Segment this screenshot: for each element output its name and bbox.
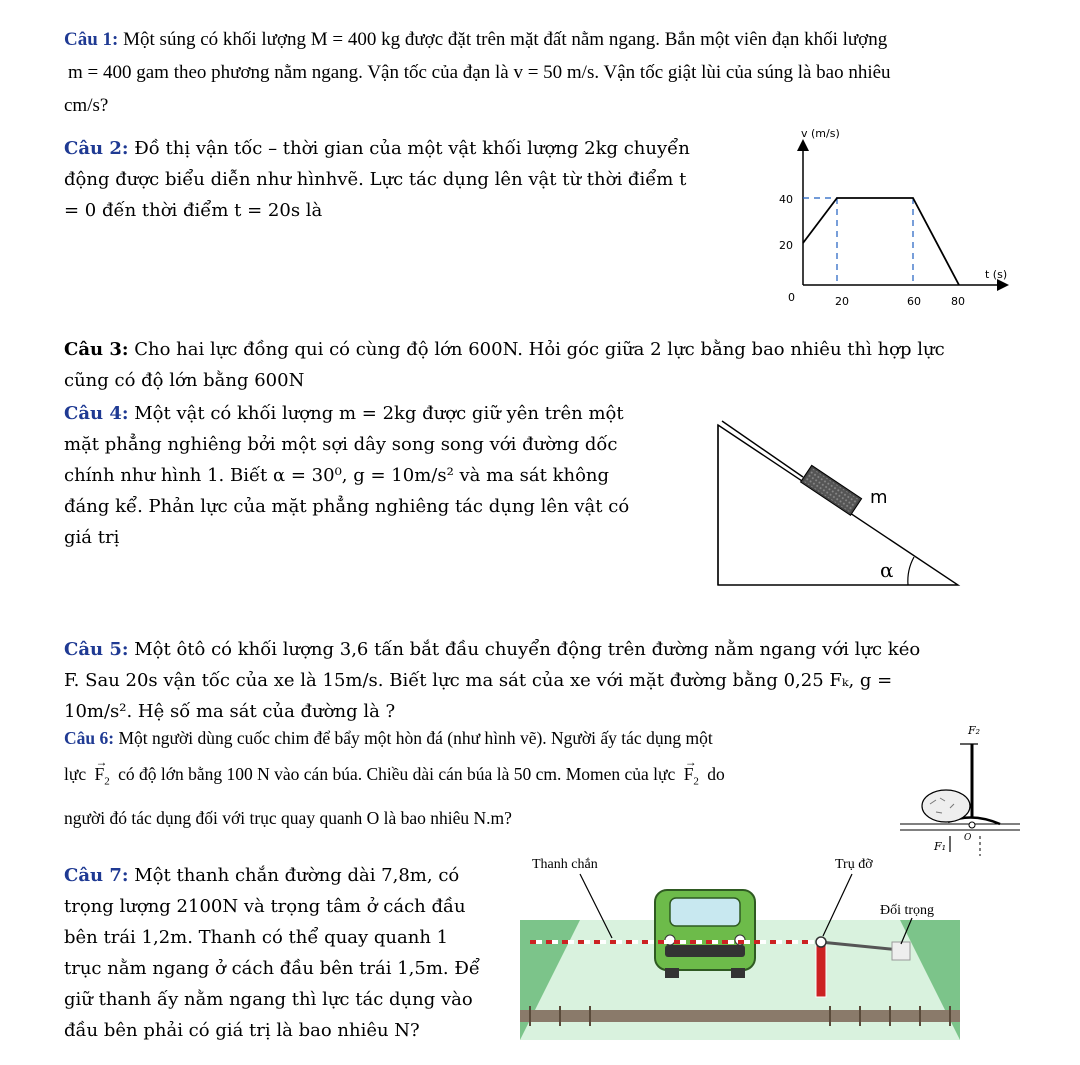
f1-fig-label: F₁: [934, 840, 947, 853]
q1-line-3: cm/s?: [64, 95, 109, 116]
pickaxe-figure: [900, 718, 1020, 858]
counterweight-label: Đối trọng: [880, 903, 935, 918]
f2-sub-2: 2: [693, 775, 699, 788]
q2-line-1: [64, 133, 764, 164]
question-6: [64, 720, 924, 836]
q3-line-2: cũng có độ lớn bằng 600N: [64, 370, 305, 391]
q6-line-3: người đó tác dụng đối với trục quay quanh O là bao nhiêu N.m?: [64, 807, 512, 828]
question-2: [64, 133, 764, 226]
q5-line-2: F. Sau 20s vận tốc của xe là 15m/s. Biết lực ma sát của xe với mặt đường bằng 0,25 Fₖ, g =: [64, 670, 893, 691]
vector-arrow-icon: →: [684, 755, 697, 769]
y-tick-40: 40: [779, 193, 793, 206]
q5-text-1: Một ôtô có khối lượng 3,6 tấn bắt đầu chuyển động trên đường nằm ngang với lực kéo: [134, 639, 921, 660]
question-7: [64, 860, 524, 1046]
q7-label: Câu 7:: [64, 865, 129, 886]
q6-text-1: Một người dùng cuốc chim để bẩy một hòn đá (như hình vẽ). Người ấy tác dụng một: [118, 728, 713, 748]
q4-text-1: Một vật có khối lượng m = 2kg được giữ yên trên một: [134, 403, 624, 424]
q1-label: Câu 1:: [64, 29, 119, 50]
q5-line-1: [64, 634, 1064, 665]
f2-sub: 2: [104, 775, 110, 788]
t-axis-label: t (s): [985, 268, 1008, 281]
velocity-curve: [803, 198, 959, 285]
q7-text-1: Một thanh chắn đường dài 7,8m, có: [134, 865, 460, 886]
vector-arrow-icon: →: [95, 755, 108, 769]
rail-track: [520, 1010, 960, 1022]
q4-line-4: đáng kể. Phản lực của mặt phẳng nghiêng tác dụng lên vật có: [64, 496, 630, 517]
q6-line-1: [64, 720, 924, 756]
q2-label: Câu 2:: [64, 138, 129, 159]
q1-text-1: Một súng có khối lượng M = 400 kg được đặt trên mặt đất nằm ngang. Bắn một viên đạn khối lượng: [123, 29, 888, 50]
o-label: O: [964, 833, 972, 843]
x-tick-20: 20: [835, 295, 849, 308]
f2-symbol: F: [94, 764, 105, 784]
q5-line-3: 10m/s². Hệ số ma sát của đường là ?: [64, 701, 396, 722]
q6-text-2a: lực: [64, 764, 87, 784]
angle-label: α: [880, 558, 894, 582]
q4-label: Câu 4:: [64, 403, 129, 424]
question-3: [64, 334, 1064, 396]
road-barrier-illustration: [520, 850, 960, 1040]
pivot-o: [969, 822, 975, 828]
barrier-label: Thanh chắn: [532, 857, 598, 872]
rock: [922, 790, 970, 822]
q6-line-2: [64, 756, 924, 800]
q5-label: Câu 5:: [64, 639, 129, 660]
pillar: [816, 942, 826, 997]
q7-line-3: bên trái 1,2m. Thanh có thể quay quanh 1: [64, 927, 449, 948]
x-tick-60: 60: [907, 295, 921, 308]
q4-line-2: mặt phẳng nghiêng bởi một sợi dây song song với đường dốc: [64, 434, 618, 455]
question-1: [64, 23, 1064, 122]
q4-line-3: chính như hình 1. Biết α = 30⁰, g = 10m/s² và ma sát không: [64, 465, 610, 486]
q7-line-6: đầu bên phải có giá trị là bao nhiêu N?: [64, 1020, 420, 1041]
f2-symbol-2: F: [683, 764, 694, 784]
q6-text-2c: do: [707, 764, 725, 784]
q2-line-2: động được biểu diễn như hìnhvẽ. Lực tác dụng lên vật từ thời điểm t: [64, 169, 687, 190]
inclined-plane-figure: [700, 415, 970, 595]
q3-text-1: Cho hai lực đồng qui có cùng độ lớn 600N. Hỏi góc giữa 2 lực bằng bao nhiêu thì hợp lực: [134, 339, 945, 360]
q3-line-1: [64, 334, 1064, 365]
q7-line-2: trọng lượng 2100N và trọng tâm ở cách đầu: [64, 896, 466, 917]
q2-line-3: = 0 đến thời điểm t = 20s là: [64, 200, 323, 221]
q6-text-2b: có độ lớn bằng 100 N vào cán búa. Chiều dài cán búa là 50 cm. Momen của lực: [118, 764, 676, 784]
velocity-time-graph: [775, 125, 1015, 315]
pillar-label: Trụ đỡ: [835, 857, 873, 872]
f2-vector: [95, 756, 110, 800]
q1-line-2: m = 400 gam theo phương nằm ngang. Vận tốc của đạn là v = 50 m/s. Vận tốc giật lùi của súng là bao nhiêu: [68, 62, 891, 83]
v-axis-label: v (m/s): [801, 127, 840, 140]
q6-label: Câu 6:: [64, 728, 115, 748]
q3-label: Câu 3:: [64, 339, 129, 360]
q7-line-5: giữ thanh ấy nằm ngang thì lực tác dụng vào: [64, 989, 473, 1010]
q7-line-1: [64, 860, 524, 891]
y-tick-20: 20: [779, 239, 793, 252]
q1-line-1: [64, 23, 1064, 56]
question-5: [64, 634, 1064, 727]
car: [655, 890, 755, 978]
question-4: [64, 398, 704, 553]
counterweight: [892, 942, 910, 960]
x-tick-80: 80: [951, 295, 965, 308]
mass-label: m: [870, 487, 888, 508]
q2-text-1: Đồ thị vận tốc – thời gian của một vật khối lượng 2kg chuyển: [134, 138, 690, 159]
origin-label: 0: [788, 291, 795, 304]
q4-line-5: giá trị: [64, 527, 120, 548]
q4-line-1: [64, 398, 704, 429]
f2-fig-label: F₂: [968, 724, 981, 737]
f2-vector-2: [684, 756, 699, 800]
q7-line-4: trục nằm ngang ở cách đầu bên trái 1,5m. Để: [64, 958, 480, 979]
